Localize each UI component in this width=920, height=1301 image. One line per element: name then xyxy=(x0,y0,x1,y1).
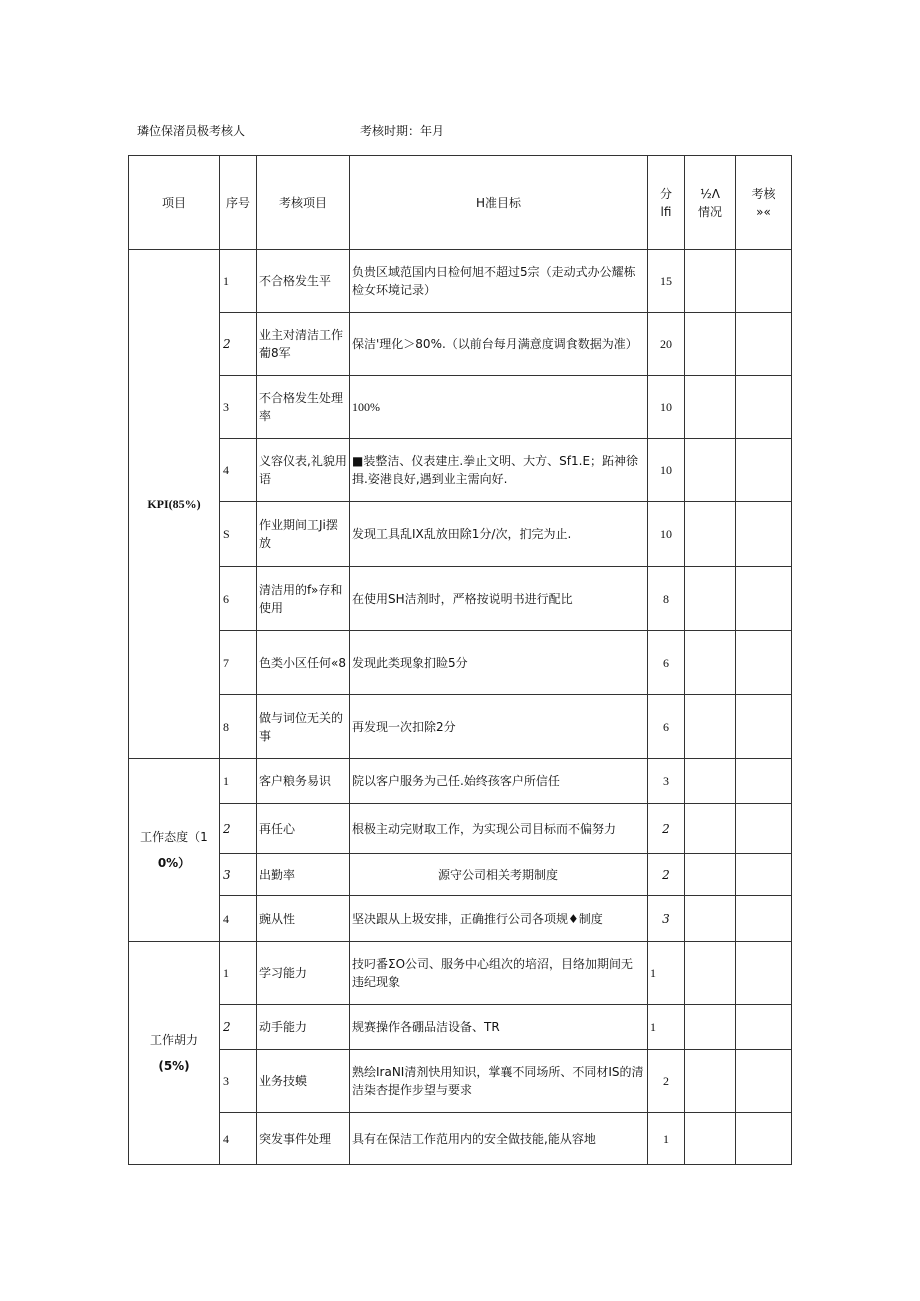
table-row xyxy=(129,854,792,896)
table-row xyxy=(129,1113,792,1165)
status-cell[interactable] xyxy=(685,313,736,376)
row-number: 3 xyxy=(220,376,257,439)
table-row xyxy=(129,439,792,502)
assessment-item-name: 豌从性 xyxy=(257,896,350,942)
assessment-standard: 坚决跟从上圾安排，正确推行公司各项规♦制度 xyxy=(350,896,648,942)
score-value: 8 xyxy=(648,567,685,631)
section-label: KPI(85%) xyxy=(129,250,220,759)
score-value: 1 xyxy=(648,942,685,1005)
row-number: 3 xyxy=(220,1050,257,1113)
assessment-item-name: 作业期间工Ji摆放 xyxy=(257,502,350,567)
assessment-result-cell[interactable] xyxy=(736,567,792,631)
section-label: 工作胡力 (5%) xyxy=(129,942,220,1165)
assessment-standard: ■装整洁、仪表建庄.拳止文明、大方、Sf1.E；跖神徐揖.姿港良好,遇到业主需向好. xyxy=(350,439,648,502)
status-cell[interactable] xyxy=(685,502,736,567)
header-appraiser-label: 璘位保渚员极考核人 xyxy=(137,124,246,138)
assessment-table xyxy=(128,155,792,1165)
score-value: 2 xyxy=(648,1050,685,1113)
status-cell[interactable] xyxy=(685,631,736,695)
assessment-standard: 规赛操作各硼品洁设备、TR xyxy=(350,1005,648,1050)
assessment-item-name: 客户粮务易识 xyxy=(257,759,350,804)
table-row xyxy=(129,1005,792,1050)
assessment-result-cell[interactable] xyxy=(736,804,792,854)
score-value: 6 xyxy=(648,695,685,759)
col-header-score: 分 lfi xyxy=(648,156,685,250)
assessment-standard: 发现工具乱IX乱放田除1分/次，扪完为止. xyxy=(350,502,648,567)
assessment-item-name: 不合格发生平 xyxy=(257,250,350,313)
row-number: 2 xyxy=(220,313,257,376)
assessment-standard: 熟绘IraNI清剂快用知识，掌襄不同场所、不同材IS的清洁柒杏提作步望与要求 xyxy=(350,1050,648,1113)
score-value: 15 xyxy=(648,250,685,313)
table-row xyxy=(129,376,792,439)
row-number: S xyxy=(220,502,257,567)
col-header-status: ½Λ 情况 xyxy=(685,156,736,250)
row-number: 7 xyxy=(220,631,257,695)
header-period-label: 考核时期：年月 xyxy=(360,124,445,138)
assessment-standard: 源守公司相关考期制度 xyxy=(350,854,648,896)
status-cell[interactable] xyxy=(685,250,736,313)
assessment-item-name: 学习能力 xyxy=(257,942,350,1005)
assessment-standard: 具有在保洁工作范用内的安全做技能,能从容地 xyxy=(350,1113,648,1165)
assessment-item-name: 义容仪表,礼貌用语 xyxy=(257,439,350,502)
score-value: 10 xyxy=(648,502,685,567)
assessment-standard: 保洁'理化＞80%.（以前台每月满意度调食数据为准） xyxy=(350,313,648,376)
score-value: 10 xyxy=(648,376,685,439)
table-row xyxy=(129,631,792,695)
status-cell[interactable] xyxy=(685,376,736,439)
assessment-standard: 根极主动完财取工作，为实现公司目标而不偏努力 xyxy=(350,804,648,854)
score-value: 10 xyxy=(648,439,685,502)
assessment-result-cell[interactable] xyxy=(736,1005,792,1050)
status-cell[interactable] xyxy=(685,567,736,631)
status-cell[interactable] xyxy=(685,1005,736,1050)
row-number: 4 xyxy=(220,1113,257,1165)
row-number: 4 xyxy=(220,896,257,942)
assessment-item-name: 出勤率 xyxy=(257,854,350,896)
col-header-assess: 考核 »« xyxy=(736,156,792,250)
table-row xyxy=(129,502,792,567)
col-header-name: 考核项目 xyxy=(257,156,350,250)
row-number: 6 xyxy=(220,567,257,631)
table-row xyxy=(129,567,792,631)
table-row xyxy=(129,804,792,854)
assessment-item-name: 不合格发生处理率 xyxy=(257,376,350,439)
col-header-item: 项目 xyxy=(129,156,220,250)
assessment-item-name: 业主对清洁工作葡8军 xyxy=(257,313,350,376)
assessment-standard: 在使用SH洁剂时，严格按说明书进行配比 xyxy=(350,567,648,631)
status-cell[interactable] xyxy=(685,854,736,896)
assessment-standard: 技叼番ΣO公司、服务中心组次的培沼，目络加期间无违纪现象 xyxy=(350,942,648,1005)
row-number: 3 xyxy=(220,854,257,896)
assessment-result-cell[interactable] xyxy=(736,759,792,804)
assessment-standard: 再发现一次扣除2分 xyxy=(350,695,648,759)
table-row xyxy=(129,942,792,1005)
assessment-result-cell[interactable] xyxy=(736,1050,792,1113)
assessment-result-cell[interactable] xyxy=(736,439,792,502)
assessment-result-cell[interactable] xyxy=(736,1113,792,1165)
row-number: 1 xyxy=(220,942,257,1005)
table-row xyxy=(129,896,792,942)
assessment-item-name: 业务技蟆 xyxy=(257,1050,350,1113)
assessment-standard: 院以客户服务为己任.始终孩客户所信任 xyxy=(350,759,648,804)
score-value: 3 xyxy=(648,896,685,942)
status-cell[interactable] xyxy=(685,896,736,942)
section-label: 工作态度（1 0%） xyxy=(129,759,220,942)
assessment-item-name: 色类小区任何«8 xyxy=(257,631,350,695)
col-header-standard: H准目标 xyxy=(350,156,648,250)
score-value: 2 xyxy=(648,854,685,896)
row-number: 4 xyxy=(220,439,257,502)
status-cell[interactable] xyxy=(685,695,736,759)
assessment-result-cell[interactable] xyxy=(736,250,792,313)
assessment-result-cell[interactable] xyxy=(736,631,792,695)
assessment-standard: 100% xyxy=(350,376,648,439)
table-row xyxy=(129,695,792,759)
score-value: 2 xyxy=(648,804,685,854)
table-row xyxy=(129,1050,792,1113)
status-cell[interactable] xyxy=(685,439,736,502)
assessment-result-cell[interactable] xyxy=(736,896,792,942)
row-number: 1 xyxy=(220,250,257,313)
score-value: 6 xyxy=(648,631,685,695)
score-value: 1 xyxy=(648,1005,685,1050)
assessment-item-name: 再任心 xyxy=(257,804,350,854)
table-header-row xyxy=(129,156,792,250)
status-cell[interactable] xyxy=(685,1113,736,1165)
assessment-result-cell[interactable] xyxy=(736,376,792,439)
score-value: 3 xyxy=(648,759,685,804)
assessment-item-name: 做与词位无关的事 xyxy=(257,695,350,759)
table-row xyxy=(129,250,792,313)
score-value: 1 xyxy=(648,1113,685,1165)
table-row xyxy=(129,313,792,376)
row-number: 2 xyxy=(220,1005,257,1050)
score-value: 20 xyxy=(648,313,685,376)
assessment-result-cell[interactable] xyxy=(736,502,792,567)
row-number: 2 xyxy=(220,804,257,854)
assessment-item-name: 突发事件处理 xyxy=(257,1113,350,1165)
status-cell[interactable] xyxy=(685,942,736,1005)
status-cell[interactable] xyxy=(685,804,736,854)
assessment-standard: 负贵区域范国内日检何旭不超过5宗（走动式办公耀栋检女环境记录） xyxy=(350,250,648,313)
assessment-item-name: 清洁用的f»存和使用 xyxy=(257,567,350,631)
assessment-item-name: 动手能力 xyxy=(257,1005,350,1050)
assessment-result-cell[interactable] xyxy=(736,313,792,376)
row-number: 8 xyxy=(220,695,257,759)
assessment-result-cell[interactable] xyxy=(736,854,792,896)
status-cell[interactable] xyxy=(685,1050,736,1113)
assessment-standard: 发现此类现象扪睑5分 xyxy=(350,631,648,695)
status-cell[interactable] xyxy=(685,759,736,804)
table-row xyxy=(129,759,792,804)
assessment-result-cell[interactable] xyxy=(736,695,792,759)
assessment-result-cell[interactable] xyxy=(736,942,792,1005)
row-number: 1 xyxy=(220,759,257,804)
col-header-no: 序号 xyxy=(220,156,257,250)
